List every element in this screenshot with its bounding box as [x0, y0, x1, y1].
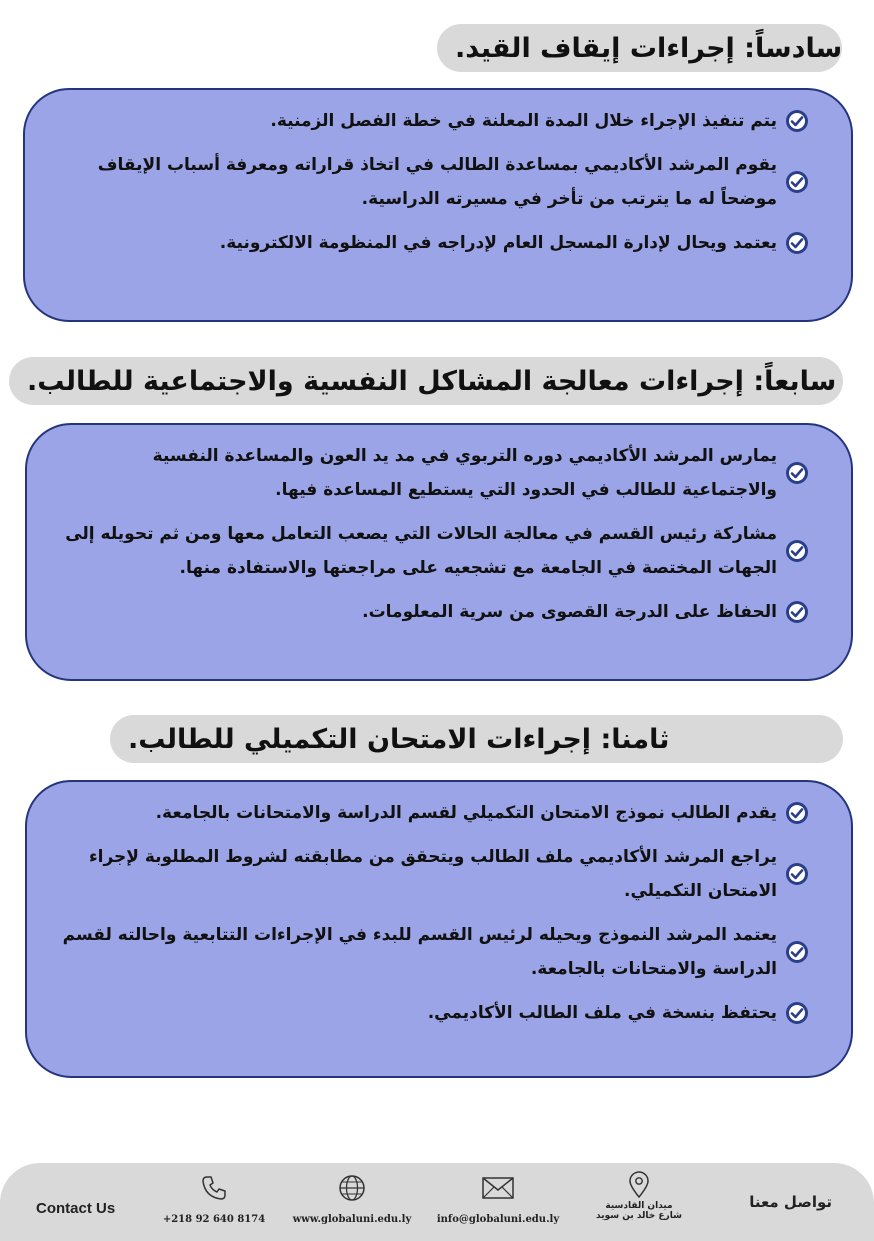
list-item-text: مشاركة رئيس القسم في معالجة الحالات التي يصعب التعامل معها ومن ثم تحويله إلى الجهات المختصة في الجامعة مع تشجعيه على مراجعتها والاستفادة منها. — [65, 524, 777, 578]
list-item-text: يقوم المرشد الأكاديمي بمساعدة الطالب في اتخاذ قراراته ومعرفة أسباب الإيقاف موضحاً له ما يترتب من تأخر في مسيرته الدراسية. — [97, 155, 777, 209]
contact-us-label-ar: تواصل معنا — [749, 1193, 832, 1211]
list-item — [55, 918, 809, 986]
contact-us-label: Contact Us — [36, 1200, 116, 1217]
section-panel-7 — [25, 423, 853, 681]
list-item — [55, 517, 809, 585]
location-pin-icon — [627, 1171, 651, 1199]
check-circle-icon — [785, 539, 809, 563]
section-title-7-text: سابعاً: إجراءات معالجة المشاكل النفسية والاجتماعية للطالب. — [27, 365, 837, 397]
list-item-text: يعتمد ويحال لإدارة المسجل العام لإدراجه في المنظومة الالكترونية. — [219, 233, 777, 253]
contact-footer — [0, 1163, 874, 1241]
section-title-7 — [9, 357, 843, 405]
check-circle-icon — [785, 231, 809, 255]
section-panel-8 — [25, 780, 853, 1078]
list-item — [55, 840, 809, 908]
list-item-text: يحتفظ بنسخة في ملف الطالب الأكاديمي. — [427, 1003, 777, 1023]
check-circle-icon — [785, 940, 809, 964]
list-item — [55, 439, 809, 507]
list-item-text: يعتمد المرشد النموذج ويحيله لرئيس القسم للبدء في الإجراءات التتابعية واحالته لقسم الدراسة والامتحانات بالجامعة. — [62, 925, 777, 979]
section-title-8 — [110, 715, 843, 763]
list-item — [55, 796, 809, 830]
list-item — [53, 148, 809, 216]
address-line-1: ميدان القادسية — [605, 1201, 673, 1211]
list-item — [53, 104, 809, 138]
section-title-6-text: سادساً: إجراءات إيقاف القيد. — [455, 32, 843, 64]
list-item-text: يراجع المرشد الأكاديمي ملف الطالب ويتحقق من مطابقته لشروط المطلوبة لإجراء الامتحان التكميلي. — [88, 847, 777, 901]
check-circle-icon — [785, 801, 809, 825]
website-contact[interactable] — [288, 1173, 416, 1226]
address-line-2: شارع خالد بن سويد — [596, 1211, 682, 1221]
list-item-text: الحفاظ على الدرجة القصوى من سرية المعلومات. — [362, 602, 777, 622]
list-item — [55, 996, 809, 1030]
email-address: info@globaluni.edu.ly — [436, 1214, 560, 1225]
envelope-icon — [481, 1173, 515, 1203]
email-contact[interactable] — [434, 1173, 562, 1226]
website-url: www.globaluni.edu.ly — [292, 1214, 412, 1225]
address-contact — [586, 1171, 692, 1221]
section-title-6 — [437, 24, 842, 72]
list-item — [55, 595, 809, 629]
list-item-text: يقدم الطالب نموذج الامتحان التكميلي لقسم الدراسة والامتحانات بالجامعة. — [155, 803, 777, 823]
phone-number: +218 92 640 8174 — [162, 1214, 266, 1225]
list-item — [53, 226, 809, 260]
check-circle-icon — [785, 862, 809, 886]
check-circle-icon — [785, 109, 809, 133]
list-item-text: يتم تنفيذ الإجراء خلال المدة المعلنة في خطة الفصل الزمنية. — [270, 111, 777, 131]
check-circle-icon — [785, 1001, 809, 1025]
section-panel-6 — [23, 88, 853, 322]
phone-icon — [199, 1173, 229, 1203]
check-circle-icon — [785, 600, 809, 624]
section-title-8-text: ثامنا: إجراءات الامتحان التكميلي للطالب. — [128, 723, 670, 755]
phone-contact[interactable] — [162, 1173, 266, 1226]
list-item-text: يمارس المرشد الأكاديمي دوره التربوي في مد يد العون والمساعدة النفسية والاجتماعية للطالب في الحدود التي يستطيع المساعدة فيها. — [152, 446, 777, 500]
globe-icon — [337, 1173, 367, 1203]
check-circle-icon — [785, 170, 809, 194]
check-circle-icon — [785, 461, 809, 485]
